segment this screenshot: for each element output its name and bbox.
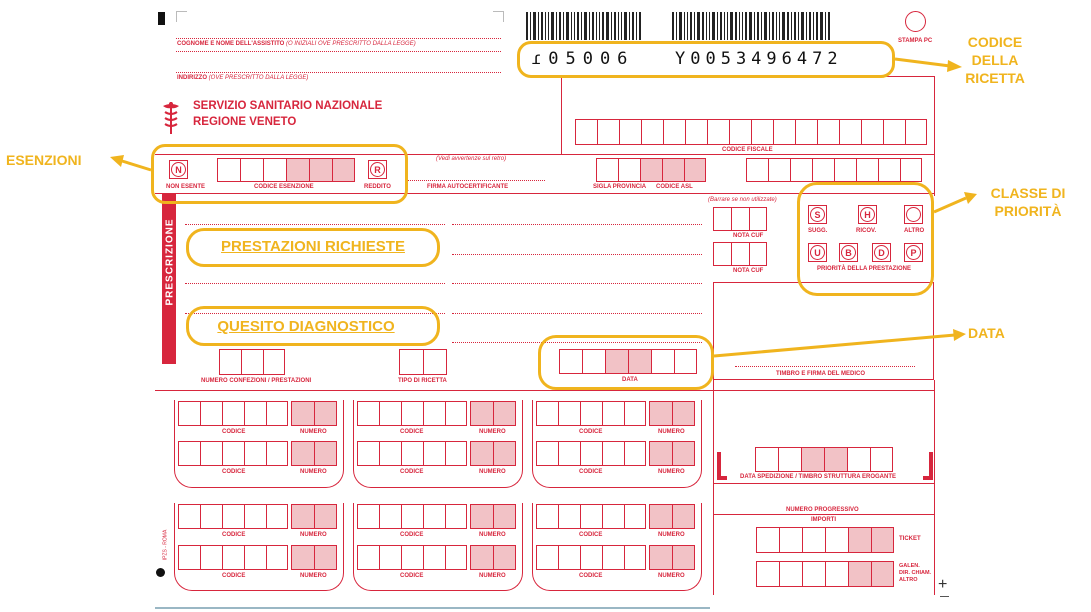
classe-priorita-label: CLASSE DI PRIORITÀ — [990, 185, 1066, 219]
codice-label: CODICE — [400, 573, 424, 579]
codice-label: CODICE — [579, 469, 603, 475]
codice-label: CODICE — [222, 573, 246, 579]
arrow-data — [714, 335, 955, 356]
address-label: INDIRIZZO (OVE PRESCRITTO DALLA LEGGE) — [177, 75, 309, 81]
codice-label: CODICE — [579, 573, 603, 579]
numero-progressivo-label: NUMERO PROGRESSIVO — [786, 507, 859, 513]
p-circle-icon: P — [906, 245, 921, 260]
numero-label: NUMERO — [658, 429, 685, 435]
numero-label: NUMERO — [300, 469, 327, 475]
n-circle-icon: N — [171, 162, 186, 177]
codice-label: CODICE — [400, 469, 424, 475]
nota-cuf-label-1: NOTA CUF — [733, 233, 764, 239]
ticket-label: TICKET — [899, 536, 921, 542]
b-circle-icon: B — [841, 245, 856, 260]
h-circle-icon: H — [860, 207, 875, 222]
priorita-label: PRIORITÀ DELLA PRESTAZIONE — [817, 266, 912, 272]
numero-confezioni-label: NUMERO CONFEZIONI / PRESTAZIONI — [201, 378, 312, 384]
quesito-callout-label: QUESITO DIAGNOSTICO — [217, 318, 395, 335]
codice-label: CODICE — [400, 429, 424, 435]
codice-label: CODICE — [222, 469, 246, 475]
codice-label: CODICE — [579, 532, 603, 538]
importi-label: IMPORTI — [811, 517, 836, 523]
patient-name-label: COGNOME E NOME DELL'ASSISTITO (O INIZIALI OVE PRESCRITTO DALLA LEGGE) — [177, 41, 416, 47]
numero-label: NUMERO — [300, 429, 327, 435]
u-circle-icon: U — [810, 245, 825, 260]
s-circle-icon: S — [810, 207, 825, 222]
codice-label: CODICE — [579, 429, 603, 435]
codice-asl-label: CODICE ASL — [656, 184, 693, 190]
timbro-medico-label: TIMBRO E FIRMA DEL MEDICO — [776, 371, 865, 377]
ricov-label: RICOV. — [856, 228, 877, 234]
non-esente-label: NON ESENTE — [166, 184, 206, 190]
numero-label: NUMERO — [479, 469, 506, 475]
numero-label: NUMERO — [658, 532, 685, 538]
d-circle-icon: D — [874, 245, 889, 260]
data-spedizione-label: DATA SPEDIZIONE / TIMBRO STRUTTURA EROGANTE — [740, 474, 896, 480]
firma-autocert-label: FIRMA AUTOCERTIFICANTE — [427, 184, 509, 190]
arrowhead-esenzioni — [110, 155, 124, 167]
numero-label: NUMERO — [479, 532, 506, 538]
codice-label: CODICE — [222, 532, 246, 538]
tipo-ricetta-label: TIPO DI RICETTA — [398, 378, 447, 384]
altro-label: ALTRO — [904, 228, 925, 234]
prestazioni-callout-label: PRESTAZIONI RICHIESTE — [221, 238, 405, 255]
barrare-label: (Barrare se non utilizzate) — [708, 197, 777, 203]
codice-esenzione-label: CODICE ESENZIONE — [254, 184, 314, 190]
stampa-pc-label: STAMPA PC — [898, 38, 933, 44]
nota-cuf-label-2: NOTA CUF — [733, 268, 764, 274]
numero-label: NUMERO — [300, 573, 327, 579]
reddito-label: REDDITO — [364, 184, 391, 190]
codice-ricetta-label: CODICE DELLA RICETTA — [965, 34, 1025, 86]
arrowhead-codice-ricetta — [947, 60, 962, 72]
codice-label: CODICE — [400, 532, 424, 538]
esenzioni-label: ESENZIONI — [6, 152, 82, 168]
numero-label: NUMERO — [658, 573, 685, 579]
data-callout-label: DATA — [968, 325, 1005, 341]
arrowhead-data — [953, 329, 966, 341]
codice-fiscale-label: CODICE FISCALE — [722, 147, 773, 153]
arrow-codice-ricetta — [895, 59, 950, 66]
numero-label: NUMERO — [479, 429, 506, 435]
vedi-avvertenze-label: (Vedi avvertenze sul retro) — [436, 156, 507, 162]
numero-label: NUMERO — [658, 469, 685, 475]
arrow-esenzioni — [122, 161, 151, 170]
numero-label: NUMERO — [479, 573, 506, 579]
galen-label: GALEN. DIR. CHIAM. ALTRO — [899, 563, 932, 583]
numero-label: NUMERO — [300, 532, 327, 538]
recipe-code-right: Y0053496472 — [675, 49, 843, 69]
sigla-provincia-label: SIGLA PROVINCIA — [593, 184, 647, 190]
sugg-label: SUGG. — [808, 228, 828, 234]
plus-mark: + — [938, 576, 948, 593]
side-code: IPZS - ROMA — [162, 529, 169, 561]
prescrizione-label: PRESCRIZIONE — [164, 218, 176, 306]
recipe-code-left: ɾ05006 — [531, 49, 635, 69]
arrow-classe — [934, 198, 966, 212]
data-label: DATA — [622, 377, 638, 383]
codice-label: CODICE — [222, 429, 246, 435]
r-circle-icon: R — [370, 162, 385, 177]
ssn-title: SERVIZIO SANITARIO NAZIONALE REGIONE VENETO — [193, 100, 383, 128]
